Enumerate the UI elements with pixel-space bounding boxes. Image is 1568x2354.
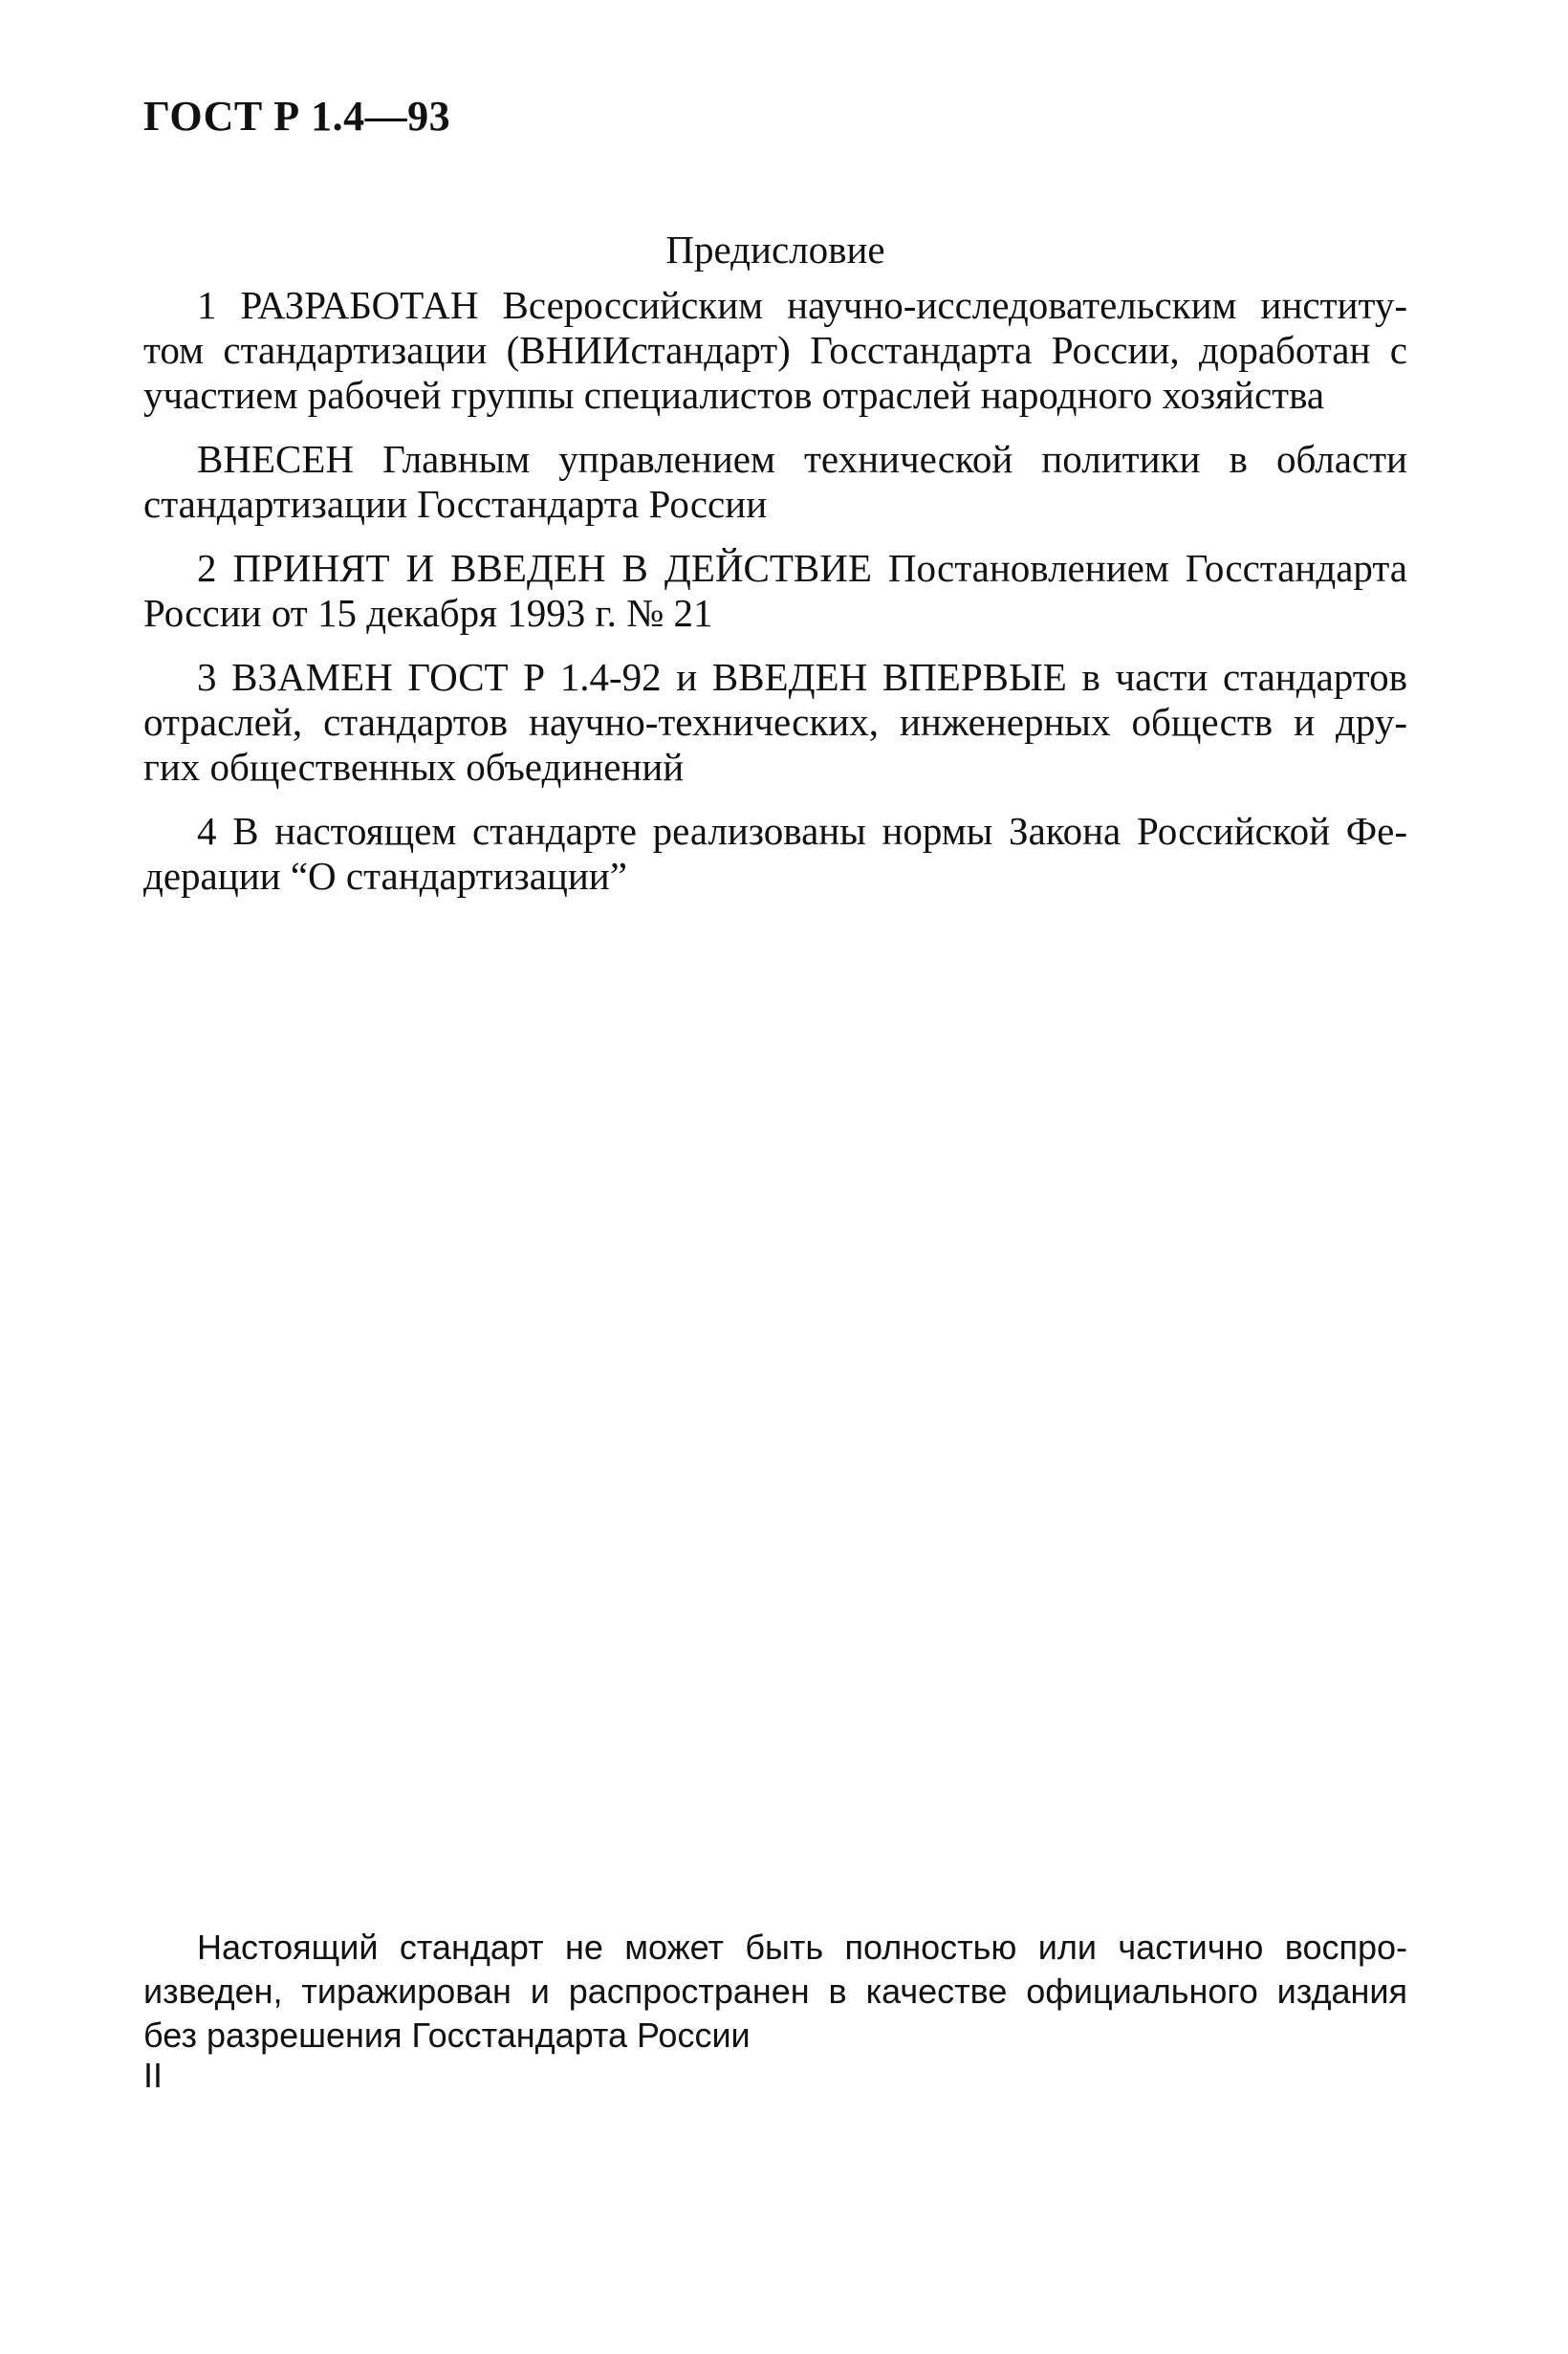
- notice-line: без разрешения Госстандарта России: [143, 2016, 751, 2055]
- text-line: стандартизации Госстандарта России: [143, 482, 768, 526]
- page-number: II: [143, 2056, 163, 2095]
- paragraph-introduced: [143, 437, 1407, 527]
- foreword-title: Предисловие: [665, 228, 885, 272]
- text-line: отраслей, стандартов научно-технических, инженерных обществ и дру-: [143, 700, 1407, 744]
- text-line: 3 ВЗАМЕН ГОСТ Р 1.4-92 и ВВЕДЕН ВПЕРВЫЕ в части стандартов: [197, 655, 1407, 699]
- text-line: 4 В настоящем стандарте реализованы нормы Закона Российской Фе-: [197, 809, 1407, 853]
- text-line: том стандартизации (ВНИИстандарт) Госстандарта России, доработан с: [143, 328, 1407, 372]
- paragraph-developed: [143, 283, 1407, 418]
- copyright-notice: [143, 1926, 1407, 2058]
- document-code: ГОСТ Р 1.4—93: [143, 93, 451, 140]
- text-line: 2 ПРИНЯТ И ВВЕДЕН В ДЕЙСТВИЕ Постановлением Госстандарта: [197, 546, 1407, 590]
- text-line: гих общественных объединений: [143, 745, 685, 789]
- text-line: ВНЕСЕН Главным управлением технической политики в области: [197, 437, 1407, 481]
- notice-line: Настоящий стандарт не может быть полностью или частично воспро-: [197, 1928, 1407, 1967]
- notice-line: изведен, тиражирован и распространен в качестве официального издания: [143, 1972, 1407, 2011]
- text-line: участием рабочей группы специалистов отраслей народного хозяйства: [143, 373, 1325, 417]
- text-line: России от 15 декабря 1993 г. № 21: [143, 591, 713, 635]
- paragraph-adopted: [143, 546, 1407, 636]
- foreword-body: [143, 283, 1407, 918]
- paragraph-law: [143, 809, 1407, 899]
- text-line: 1 РАЗРАБОТАН Всероссийским научно-исследовательским институ-: [197, 283, 1407, 327]
- text-line: дерации “О стандартизации”: [143, 854, 627, 898]
- paragraph-replaces: [143, 655, 1407, 790]
